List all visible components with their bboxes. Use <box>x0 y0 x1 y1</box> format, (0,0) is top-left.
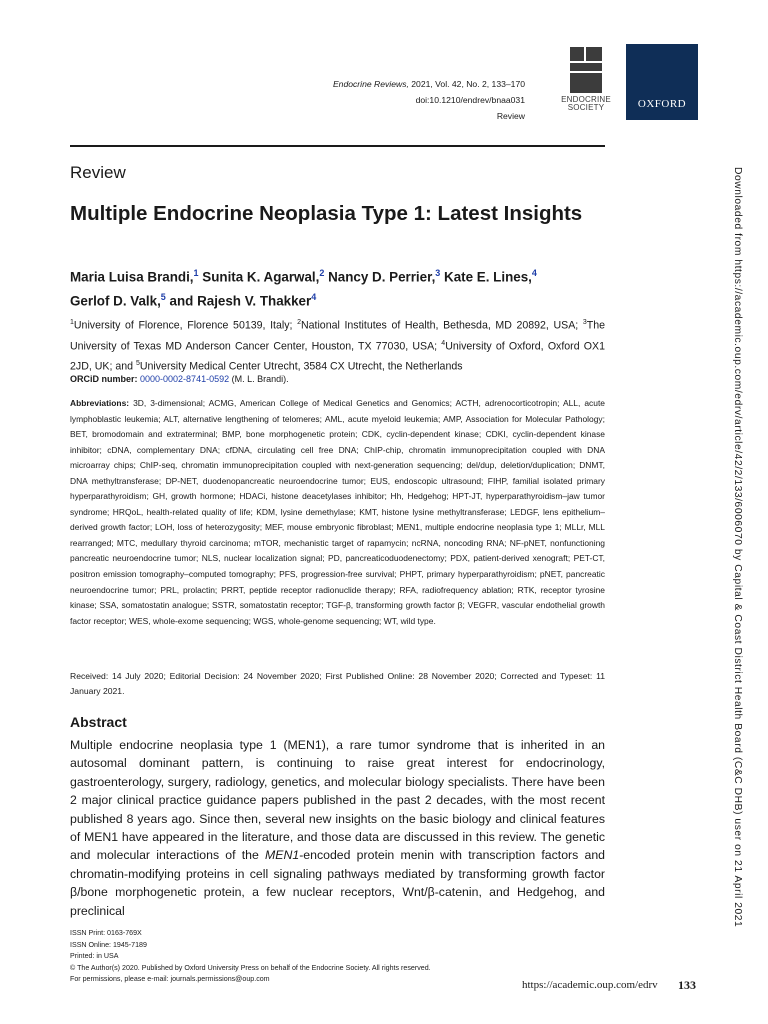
affiliation: National Institutes of Health, Bethesda, MD 20892, USA; <box>300 319 583 332</box>
section-label: Review <box>70 163 126 182</box>
affiliation-number: 1 <box>70 319 74 326</box>
affiliation: The University of Texas MD Anderson Cancer Center, Houston, TX 77030, USA; <box>70 319 605 353</box>
author-affiliation-ref[interactable]: 5 <box>160 292 166 303</box>
author-name: Gerlof D. Valk, <box>70 293 161 309</box>
affiliation: University of Oxford, Oxford OX1 2JD, UK; and <box>70 340 605 373</box>
abstract-heading: Abstract <box>70 714 127 730</box>
author-affiliation-ref[interactable]: 4 <box>311 292 317 303</box>
oxford-logo-text: OXFORD <box>637 98 687 110</box>
abstract-text-continued: -encoded protein menin with transcription factors and chromatin-modifying proteins in cell signaling pathways mediated by transforming growth factor β/bone morphogenetic protein, a few nuclear receptors, Wnt/β-catenin, and Hedgehog, and preclinical <box>70 848 605 918</box>
abstract-body <box>70 736 605 920</box>
endocrine-society-mark-icon <box>570 47 602 93</box>
publication-dates: Received: 14 July 2020; Editorial Decision: 24 November 2020; First Published Online: 28 November 2020; Corrected and Typeset: 11 January 2021. <box>70 671 605 696</box>
author-name: Kate E. Lines, <box>444 269 532 285</box>
article-type: Review <box>496 111 525 121</box>
download-watermark: Downloaded from https://academic.oup.com/edrv/article/42/2/133/6006070 by Capital & Coast District Health Board (C&C DHB) user on 21 April 2021 <box>732 167 743 928</box>
affiliation: University Medical Center Utrecht, 3584 CX Utrecht, the Netherlands <box>139 360 463 373</box>
journal-url[interactable]: https://academic.oup.com/edrv <box>522 979 658 991</box>
abbreviations-text: 3D, 3-dimensional; ACMG, American College of Medical Genetics and Genomics; ACTH, adrenocorticotropin; ALL, acute lymphoblastic leukemia; ALT, alternative lengthening of telomeres; AML, acute myeloid leukemia; AMP, Association for Molecular Pathology; BET, bromodomain and extraterminal; BMP, bone morphogenetic protein; CDK, cyclin-dependent kinase; CDKI, cyclin-dependent kinase inhibitor; cDNA, complementary DNA; cfDNA, circulating cell free DNA; ChIP-chip, chromatin immunoprecipitation coupled with DNA microarray chips; ChIP-seq, chromatin immunoprecipitation coupled with next-generation sequencing; del/dup, deletion/duplication; DNMT, DNA methyltransferase; DP-NET, duodenopancreatic neuroendocrine tumor; EUS, endoscopic ultrasound; FIHP, familial isolated primary hyperparathyroidism; GH, growth hormone; HDACi, histone deacetylases inhibitor; Hh, Hedgehog; HPT-JT, hyperparathyroidism–jaw tumor syndrome; HRQoL, health-related quality of life; KDM, lysine demethylase; KMT, histone lysine methyltransferase; LEDGF, lens epithelium–derived growth factor; LOH, loss of heterozygosity; MEF, mouse embryonic fibroblast; MEN1, multiple endocrine neoplasia type 1; MLLr, MLL rearranged; MTC, medullary thyroid carcinoma; mTOR, mechanistic target of rapamycin; ncRNA, noncoding RNA; NF-pNET, nonfunctioning pancreatic neuroendocrine tumor; NLS, nuclear localization signal; PD, pancreaticoduodenectomy; PDX, patient-derived xenograft; PET-CT, positron emission tomography–computed tomography; PFS, progression-free survival; PHPT, primary hyperparathyroidism; pNET, pancreatic neuroendocrine tumor; PRL, prolactin; PRRT, peptide receptor radionuclide therapy; RFA, radiofrequency ablation; RTK, receptor tyrosine kinase; SSA, somatostatin analogue; SSTR, somatostatin receptor; TGF-β, transforming growth factor β; VEGFR, vascular endothelial growth factor receptor; WES, whole-exome sequencing; WGS, whole-genome sequencing; WT, wild type. <box>70 398 605 626</box>
copyright: © The Author(s) 2020. Published by Oxford University Press on behalf of the Endocrine Society. All rights reserved. <box>70 963 431 972</box>
author-affiliation-ref[interactable]: 4 <box>531 268 537 278</box>
author-list <box>70 263 610 312</box>
header-rule <box>70 145 605 147</box>
orcid-link[interactable]: 0000-0002-8741-0592 <box>140 374 230 384</box>
logo-society-line1: ENDOCRINE <box>561 95 611 104</box>
page-number: 133 <box>678 978 696 992</box>
gene-name: MEN1 <box>265 848 300 863</box>
affiliation-number: 3 <box>582 319 587 326</box>
printed-in: Printed: in USA <box>70 952 119 960</box>
author-name: Sunita K. Agarwal, <box>202 269 320 285</box>
affiliations <box>70 314 605 376</box>
author-affiliation-ref[interactable]: 3 <box>435 268 441 278</box>
oxford-logo <box>626 44 698 120</box>
author-name: and Rajesh V. Thakker <box>169 293 312 309</box>
abstract-text: Multiple endocrine neoplasia type 1 (MEN1), a rare tumor syndrome that is inherited in an autosomal dominant pattern, is continuing to raise great interest for endocrinology, gastroenterology, surgery, radiology, genetics, and molecular biology specialists. There have been 2 major clinical practice guidance papers published in the past 2 decades, with the most recent published 8 years ago. Since then, several new insights on the basic biology and clinical features of MEN1 have appeared in the literature, and those data are discussed in this review. The genetic and molecular interactions of the <box>70 738 605 863</box>
issn-online: ISSN Online: 1945-7189 <box>70 940 147 949</box>
author-name: Maria Luisa Brandi, <box>70 269 194 285</box>
author-affiliation-ref[interactable]: 2 <box>319 268 325 278</box>
permissions: For permissions, please e-mail: journals.permissions@oup.com <box>70 975 270 983</box>
doi: doi:10.1210/endrev/bnaa031 <box>415 95 525 105</box>
abbreviations <box>70 396 605 629</box>
orcid-label: ORCiD number: <box>70 374 138 384</box>
affiliation-number: 2 <box>297 319 301 326</box>
article-metadata <box>333 76 525 124</box>
issn-print: ISSN Print: 0163-769X <box>70 929 142 937</box>
logo-society-line2: SOCIETY <box>567 103 605 112</box>
article-title: Multiple Endocrine Neoplasia Type 1: Latest Insights <box>70 202 583 225</box>
abbreviations-label: Abbreviations: <box>70 398 130 408</box>
journal-name: Endocrine Reviews, <box>332 79 409 89</box>
affiliation-number: 4 <box>441 339 446 347</box>
author-name: Nancy D. Perrier, <box>328 269 436 285</box>
orcid-author: (M. L. Brandi). <box>229 374 289 384</box>
citation: 2021, Vol. 42, No. 2, 133–170 <box>408 79 525 89</box>
author-affiliation-ref[interactable]: 1 <box>193 268 199 278</box>
endocrine-society-logo <box>556 44 616 120</box>
affiliation-number: 5 <box>135 360 140 368</box>
orcid-line <box>70 374 289 384</box>
footer-notes <box>70 928 431 986</box>
affiliation: University of Florence, Florence 50139, Italy; <box>73 319 298 332</box>
